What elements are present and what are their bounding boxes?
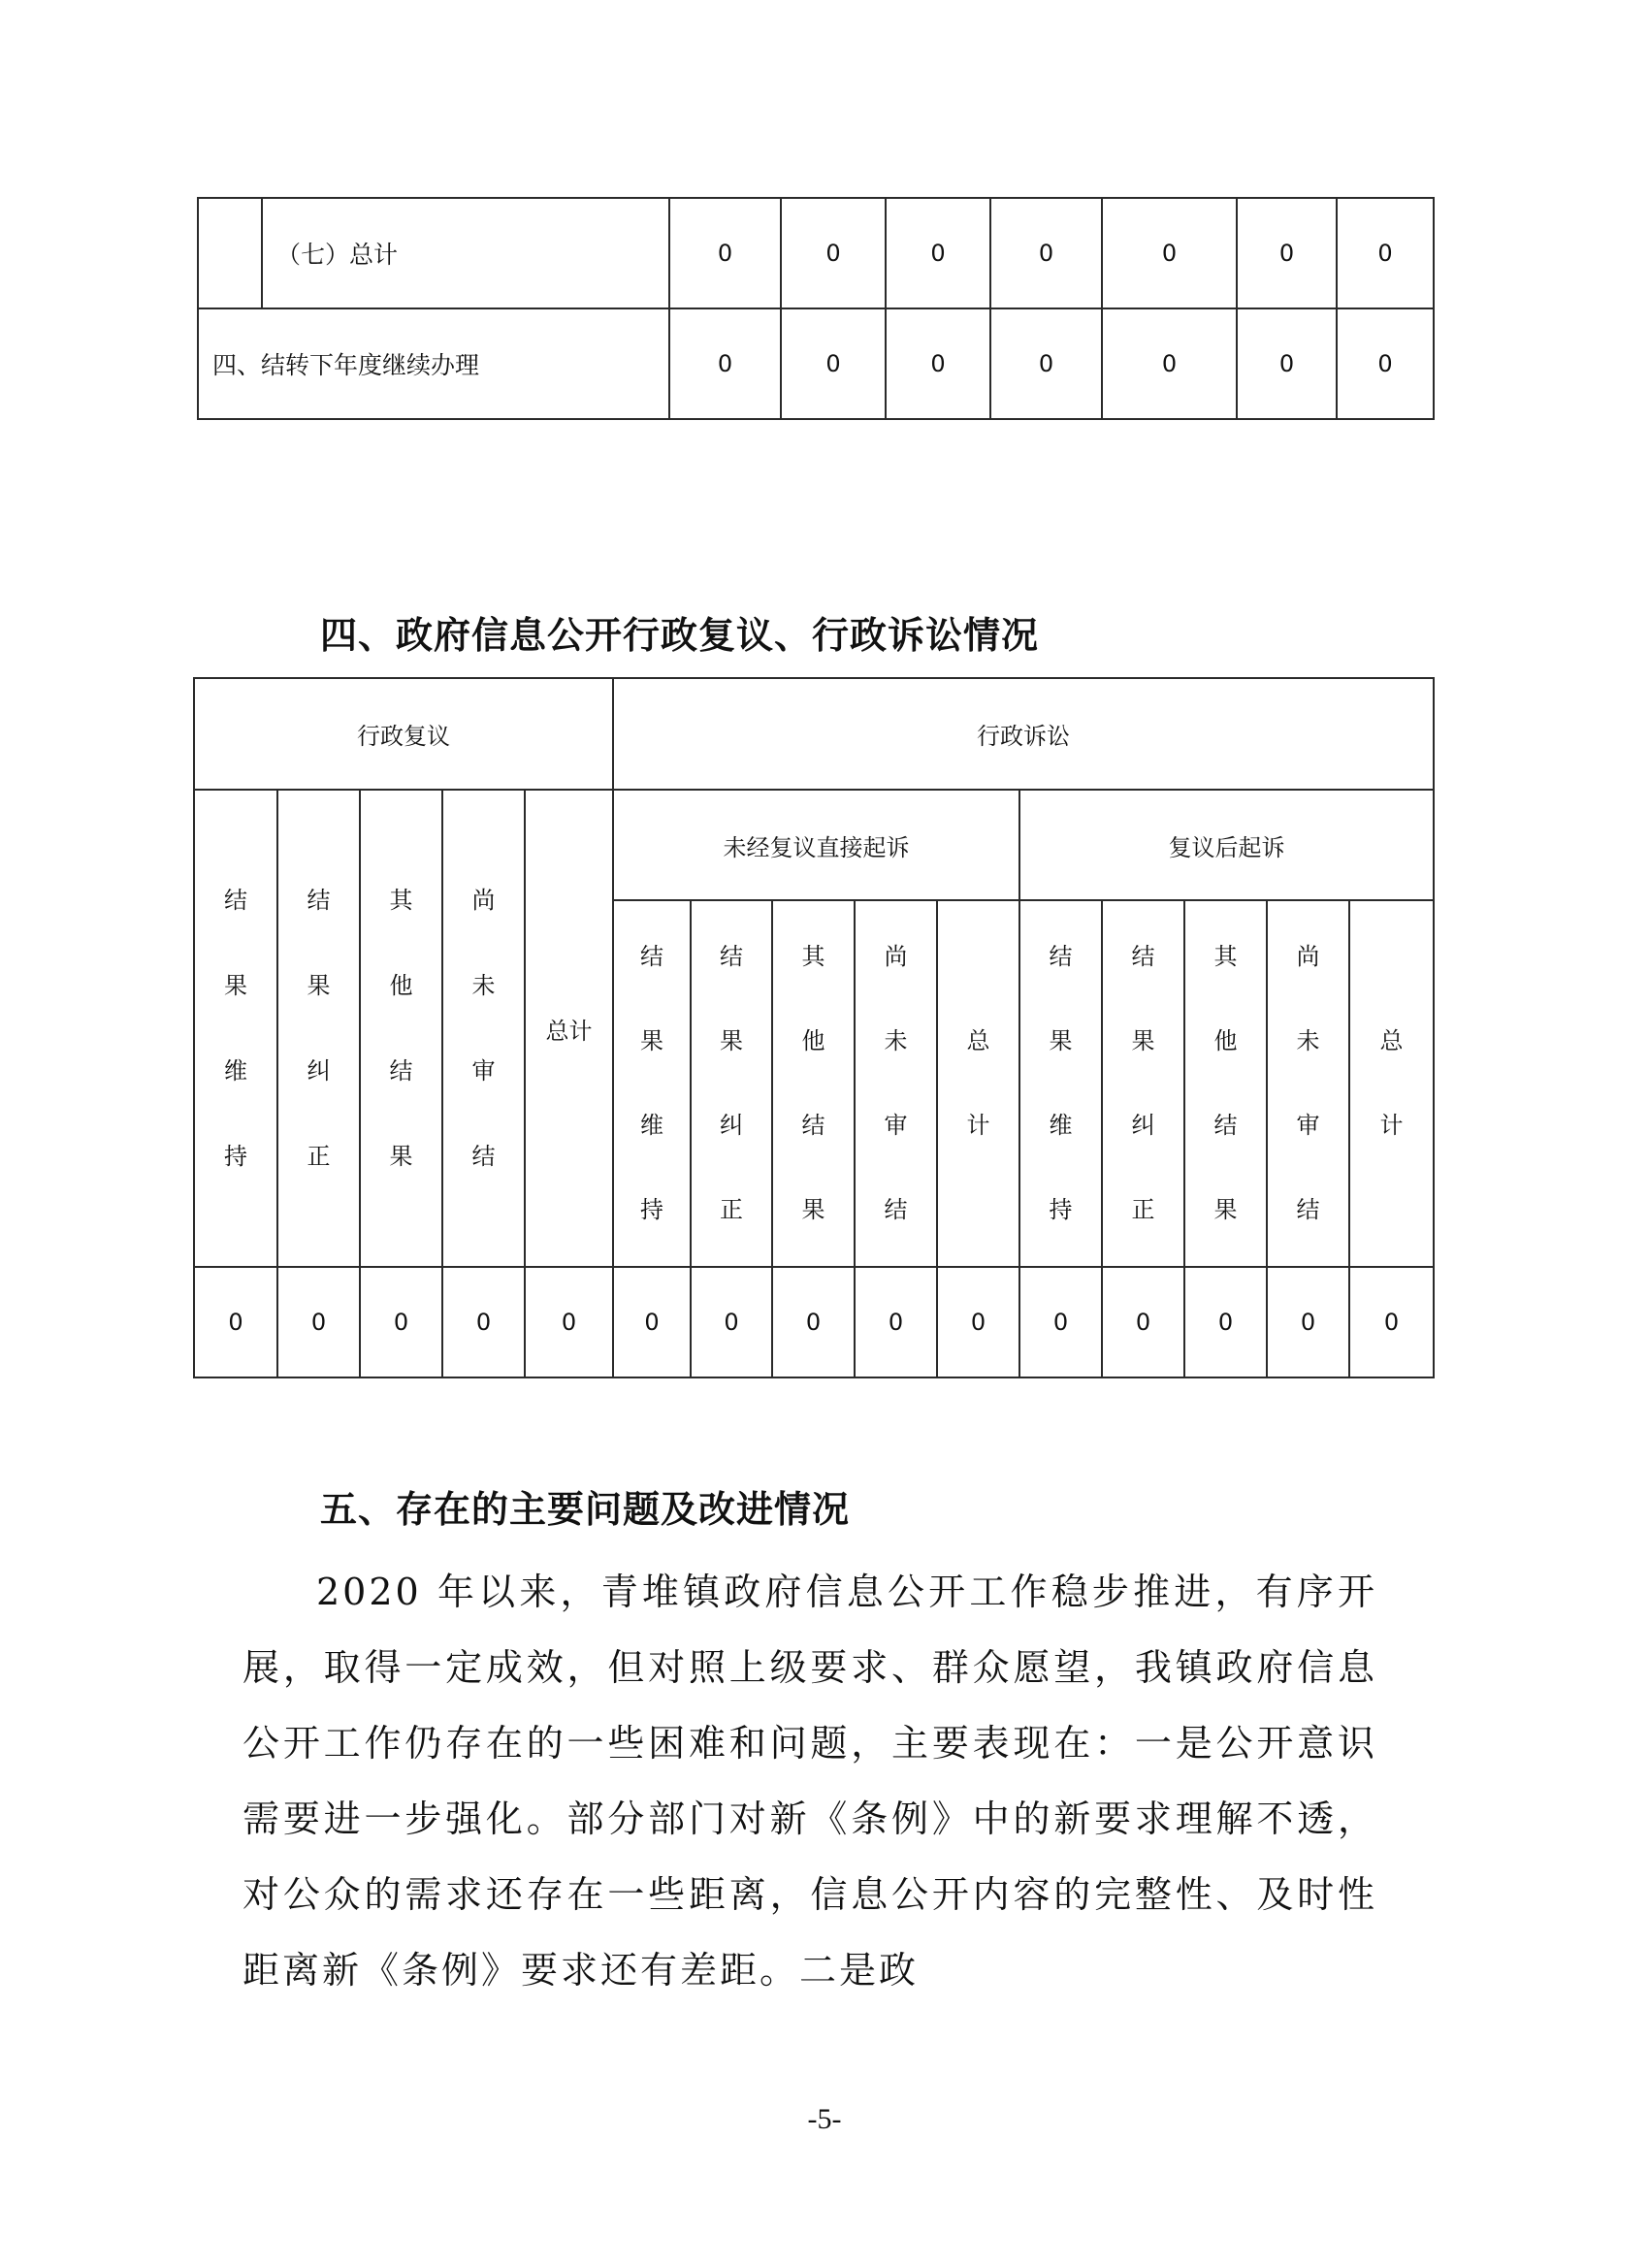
table-row [198,308,1434,419]
header-pending: 尚 未 审 结 [442,790,525,1267]
page-number: -5- [807,2103,842,2135]
review-litigation-table [193,677,1435,1378]
header-total: 总 计 [937,900,1019,1267]
value-cell: 0 [1184,1267,1267,1377]
header-review: 行政复议 [194,678,613,790]
row-label: 四、结转下年度继续办理 [198,308,669,419]
value-cell: 0 [1102,198,1237,308]
value-cell: 0 [691,1267,772,1377]
value-cell: 0 [937,1267,1019,1377]
header-result-corrected: 结 果 纠 正 [1102,900,1184,1267]
value-cell: 0 [772,1267,855,1377]
value-cell: 0 [990,198,1102,308]
header-other-result: 其 他 结 果 [1184,900,1267,1267]
header-litigation: 行政诉讼 [613,678,1434,790]
header-other-result: 其 他 结 果 [360,790,442,1267]
section-heading: 五、存在的主要问题及改进情况 [320,1488,851,1531]
header-result-maintained: 结 果 维 持 [194,790,277,1267]
value-cell: 0 [886,308,990,419]
header-result-corrected: 结 果 纠 正 [691,900,772,1267]
header-result-maintained: 结 果 维 持 [613,900,691,1267]
table-row [194,678,1434,790]
value-cell: 0 [781,198,886,308]
value-cell: 0 [1337,198,1434,308]
body-paragraph: 2020 年以来，青堆镇政府信息公开工作稳步推进，有序开展，取得一定成效，但对照上级要求、群众愿望，我镇政府信息公开工作仍存在的一些困难和问题，主要表现在：一是公开意识需要进一步强化。部分部门对新《条例》中的新要求理解不透，对公众的需求还存在一些距离，信息公开内容的完整性、及时性距离新《条例》要求还有差距。二是政 [242,1571,1377,1992]
value-cell: 0 [1102,1267,1184,1377]
value-cell: 0 [886,198,990,308]
header-suit-after-review: 复议后起诉 [1019,790,1434,900]
value-cell: 0 [990,308,1102,419]
header-total: 总计 [525,790,613,1267]
table-row [194,790,1434,900]
header-result-maintained: 结 果 维 持 [1019,900,1102,1267]
blank-cell [198,198,262,308]
value-cell: 0 [525,1267,613,1377]
value-cell: 0 [277,1267,360,1377]
header-pending: 尚 未 审 结 [1267,900,1349,1267]
header-total: 总 计 [1349,900,1434,1267]
value-cell: 0 [194,1267,277,1377]
value-cell: 0 [669,308,781,419]
value-cell: 0 [669,198,781,308]
value-cell: 0 [613,1267,691,1377]
header-pending: 尚 未 审 结 [855,900,937,1267]
value-cell: 0 [442,1267,525,1377]
value-cell: 0 [1349,1267,1434,1377]
table-row [194,1267,1434,1377]
value-cell: 0 [360,1267,442,1377]
value-cell: 0 [1102,308,1237,419]
header-result-corrected: 结 果 纠 正 [277,790,360,1267]
value-cell: 0 [855,1267,937,1377]
statistics-table-continued [197,197,1435,420]
table-row [198,198,1434,308]
value-cell: 0 [1267,1267,1349,1377]
value-cell: 0 [1019,1267,1102,1377]
section-heading: 四、政府信息公开行政复议、行政诉讼情况 [320,614,1040,657]
value-cell: 0 [1237,198,1337,308]
value-cell: 0 [1337,308,1434,419]
header-direct-suit: 未经复议直接起诉 [613,790,1019,900]
header-other-result: 其 他 结 果 [772,900,855,1267]
row-label: （七）总计 [262,198,669,308]
value-cell: 0 [781,308,886,419]
value-cell: 0 [1237,308,1337,419]
